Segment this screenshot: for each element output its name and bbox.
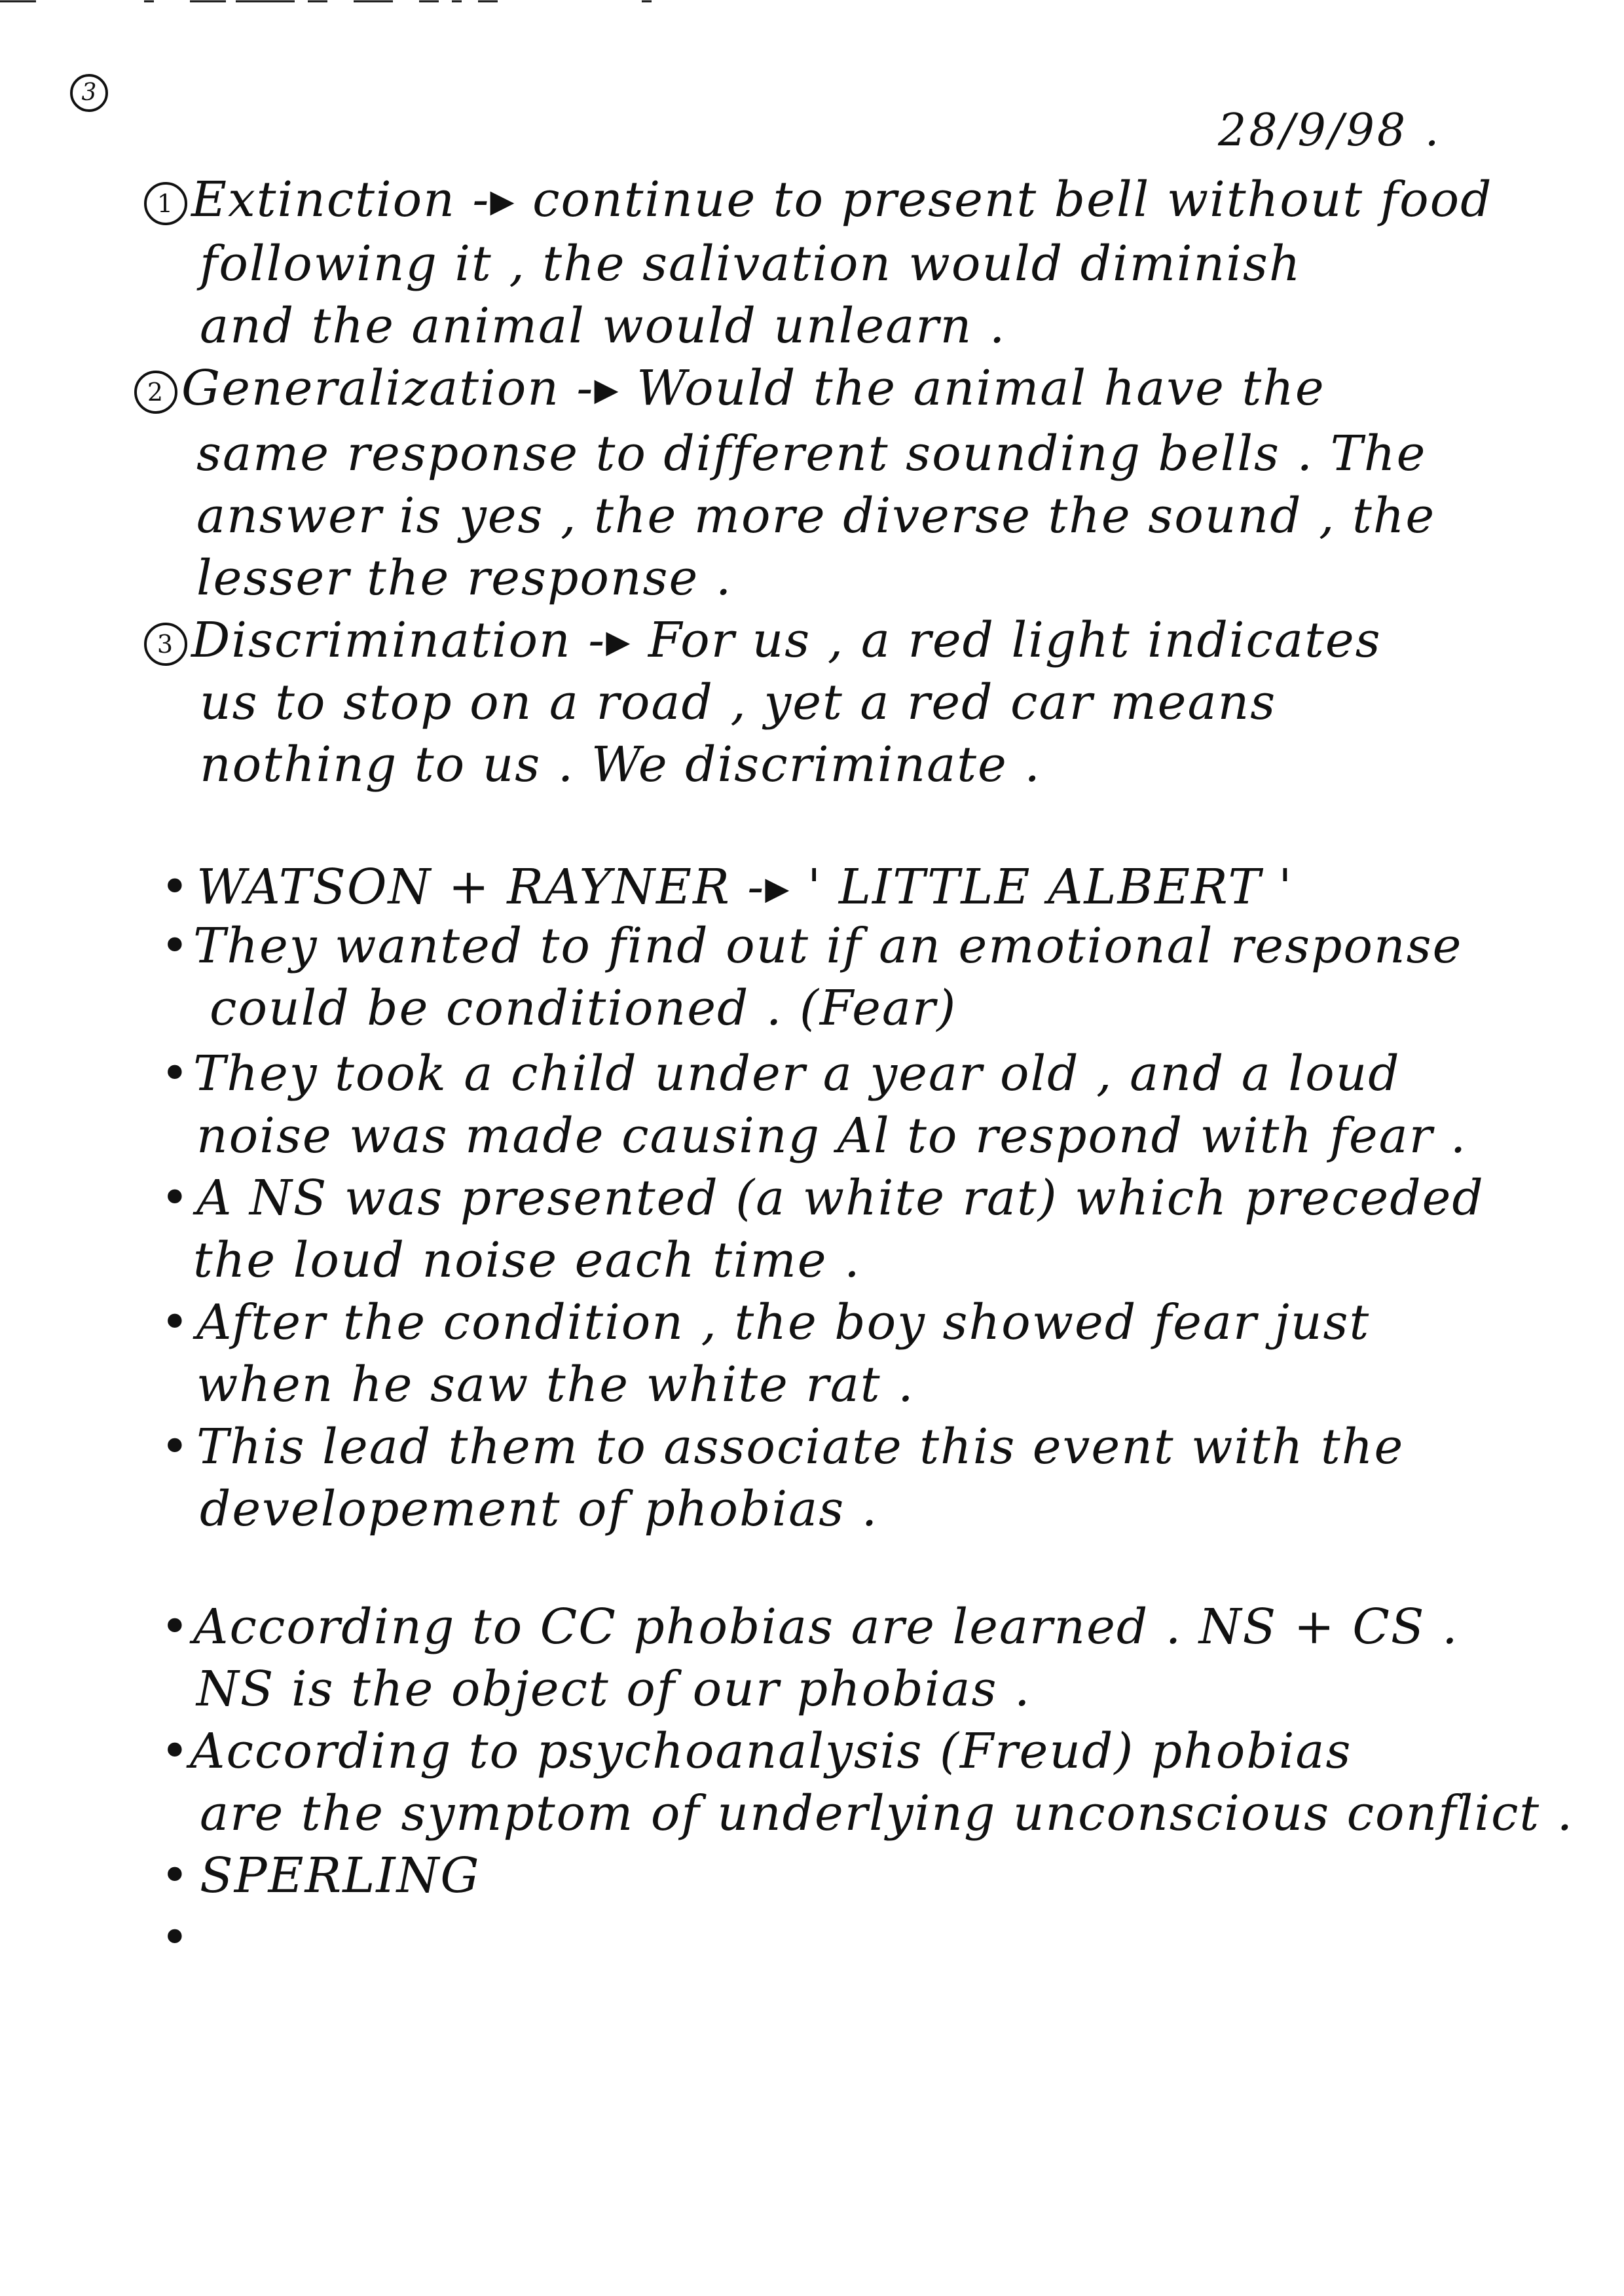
item-number-3: 3 <box>144 623 187 666</box>
bullet-marker: • <box>160 1294 189 1351</box>
bullet-2-line-2: could be conditioned . (Fear) <box>210 980 957 1036</box>
numbered-item-3-line-1: 3 Discrimination -▸ For us , a red light indicates <box>144 612 1382 668</box>
bullet-marker: • <box>160 918 189 974</box>
item-number-2: 2 <box>134 371 177 414</box>
numbered-item-3-line-3: nothing to us . We discriminate . <box>200 737 1041 793</box>
numbered-item-2-line-2: same response to different sounding bells . The <box>196 426 1427 482</box>
item-number-1: 1 <box>144 182 187 225</box>
bullet-5-line-2: when he saw the white rat . <box>196 1357 915 1413</box>
numbered-item-1-line-1: 1 Extinction -▸ continue to present bell without food <box>144 172 1493 228</box>
numbered-item-2-line-1: 2 Generalization -▸ Would the animal have the <box>134 360 1325 416</box>
bullet-marker: • <box>160 859 189 915</box>
bullet-marker: • <box>160 1170 189 1226</box>
numbered-item-1-line-3: and the animal would unlearn . <box>200 298 1006 354</box>
bullet-marker: • <box>160 1910 189 1966</box>
bullet-6-line-1: This lead them to associate this event with the <box>196 1419 1405 1475</box>
bullet-7-line-1: According to CC phobias are learned . NS + CS . <box>193 1599 1459 1655</box>
bullet-5-line-1: After the condition , the boy showed fear just <box>196 1294 1371 1351</box>
bullet-2-line-1: They wanted to find out if an emotional response <box>193 918 1463 974</box>
bullet-8-line-2: are the symptom of underlying unconscious conflict . <box>200 1785 1574 1842</box>
bullet-marker: • <box>160 1599 189 1655</box>
bullet-marker: • <box>160 1046 189 1102</box>
bullet-4-line-1: A NS was presented (a white rat) which preceded <box>196 1170 1485 1226</box>
numbered-item-2-line-3: answer is yes , the more diverse the sound , the <box>196 488 1436 544</box>
bullet-marker: • <box>160 1723 189 1779</box>
bullet-8-line-1: According to psychoanalysis (Freud) phobias <box>190 1723 1352 1779</box>
bullet-marker: • <box>160 1419 189 1475</box>
bullet-3-line-2: noise was made causing Al to respond with fear . <box>196 1108 1467 1164</box>
bullet-3-line-1: They took a child under a year old , and a loud <box>193 1046 1401 1102</box>
bullet-7-line-2: NS is the object of our phobias . <box>196 1661 1031 1717</box>
numbered-item-2-line-4: lesser the response . <box>196 550 733 606</box>
bullet-marker: • <box>160 1848 189 1904</box>
bullet-1-line-1: WATSON + RAYNER -▸ ' LITTLE ALBERT ' <box>196 859 1293 915</box>
bullet-9-line-1: SPERLING <box>200 1848 481 1904</box>
page-number: 3 <box>70 74 108 112</box>
date: 28/9/98 . <box>1218 105 1442 156</box>
bullet-6-line-2: developement of phobias . <box>200 1481 879 1537</box>
bullet-4-line-2: the loud noise each time . <box>193 1232 861 1288</box>
numbered-item-3-line-2: us to stop on a road , yet a red car means <box>200 674 1277 731</box>
numbered-item-1-line-2: following it , the salivation would diminish <box>200 236 1302 292</box>
scan-edge-marks <box>0 0 655 7</box>
